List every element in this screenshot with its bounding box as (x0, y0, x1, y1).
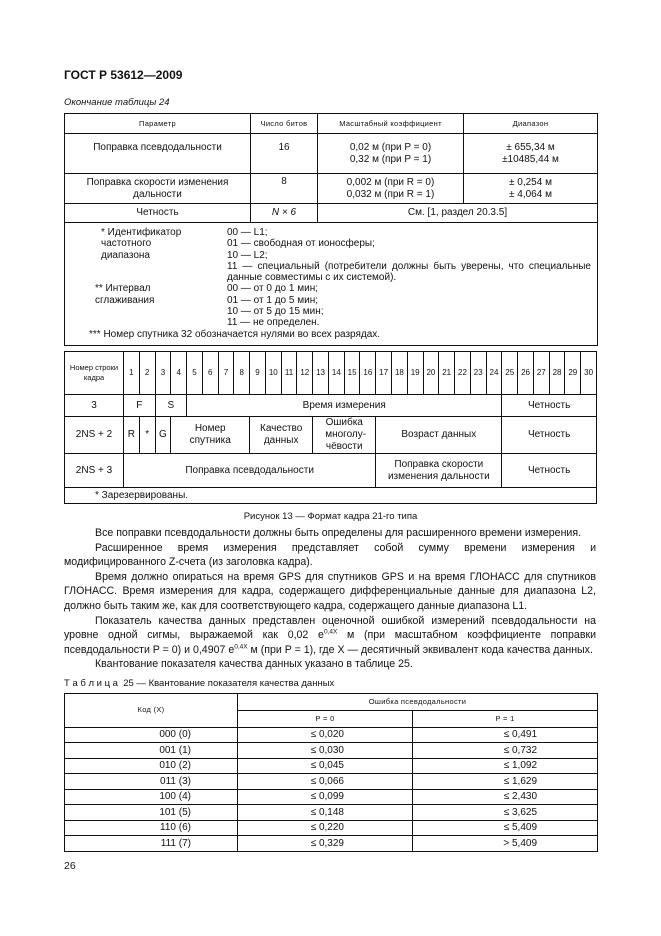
bit-number: 25 (502, 352, 518, 395)
cell: 110 (6) (65, 820, 238, 836)
field-reserved: * (139, 417, 155, 454)
col-header: P = 1 (413, 710, 598, 727)
row-number-header: Номер строки кадра (65, 352, 124, 395)
paragraph: Расширенное время измерения представляет собой сумму времени измерения и модифицированного Z-счета (из заголовка кадра). (64, 541, 596, 569)
note-label: * Идентификатор частотного диапазона (101, 227, 182, 261)
table-row (65, 820, 598, 836)
text: м (при масштабном коэффициенте поправки псевдодальности P = 0) и 0,4907 e (64, 629, 597, 656)
bit-number: 10 (265, 352, 281, 395)
figure-footnote: * Зарезервированы. (65, 488, 597, 504)
cell: ≤ 0,030 (238, 743, 413, 759)
col-header: Масштабный коэффициент (318, 114, 464, 134)
field-parity: Четность (502, 454, 597, 488)
cell: ≤ 0,491 (413, 727, 598, 743)
cell: Четность (65, 204, 251, 223)
frame-row (65, 417, 597, 454)
field-parity: Четность (502, 395, 597, 417)
bit-number: 30 (581, 352, 597, 395)
field-parity: Четность (502, 417, 597, 454)
bit-number: 24 (486, 352, 502, 395)
paragraph: Время должно опираться на время GPS для спутников GPS и на время ГЛОНАСС для спутников ГЛОНАСС. Время измерения для кадра, содержащего дифференциальные данные для диапазона L2, должно быть таким же, как для соответствующего кадра, содержащего данные диапазона L1. (64, 570, 596, 612)
note-3: *** Номер спутника 32 обозначается нулями во всех разрядах. (89, 328, 381, 340)
table-row (65, 836, 598, 852)
note-label: ** Интервал сглаживания (95, 283, 155, 306)
field-quality: Качество данных (250, 417, 313, 454)
frame-format-figure (64, 351, 597, 504)
cell: ≤ 0,329 (238, 836, 413, 852)
field-time: Время измерения (187, 395, 502, 417)
document-header: ГОСТ Р 53612—2009 (64, 68, 183, 82)
table-25 (64, 693, 598, 852)
table-row (65, 743, 598, 759)
cell: ± 0,254 м (509, 176, 552, 188)
bit-number: 7 (218, 352, 234, 395)
cell: 111 (7) (65, 836, 238, 852)
table-notes (65, 223, 598, 346)
table-row (65, 789, 598, 805)
cell: ≤ 0,020 (238, 727, 413, 743)
cell: ± 655,34 м (506, 141, 555, 153)
cell: ≤ 0,148 (238, 805, 413, 821)
col-header: P = 0 (238, 710, 413, 727)
field-g: G (155, 417, 171, 454)
cell: ≤ 1,092 (413, 758, 598, 774)
bit-number: 15 (344, 352, 360, 395)
note-line: 10 — от 5 до 15 мин; (227, 306, 324, 318)
table25-caption: Т а б л и ц а 25 — Квантование показателя качества данных (64, 677, 335, 689)
table-row (65, 774, 598, 790)
bit-number: 2 (139, 352, 155, 395)
table24-caption: Окончание таблицы 24 (64, 97, 170, 108)
bit-number: 8 (234, 352, 250, 395)
figure-caption: Рисунок 13 — Формат кадра 21-го типа (243, 511, 418, 522)
bit-number: 20 (423, 352, 439, 395)
field-age: Возраст данных (376, 417, 502, 454)
cell: ≤ 0,732 (413, 743, 598, 759)
page-number: 26 (64, 859, 76, 872)
cell: 16 (251, 134, 318, 174)
bit-number: 18 (392, 352, 408, 395)
paragraph: Все поправки псевдодальности должны быть определены для расширенного времени измерения. (95, 527, 582, 539)
cell: 010 (2) (65, 758, 238, 774)
note-line: 00 — от 0 до 1 мин; (227, 283, 318, 295)
cell: 100 (4) (65, 789, 238, 805)
table-row (65, 174, 598, 204)
bit-number: 11 (281, 352, 297, 395)
bit-number: 26 (518, 352, 534, 395)
cell: ≤ 3,625 (413, 805, 598, 821)
cell: ≤ 0,099 (238, 789, 413, 805)
cell: ≤ 5,409 (413, 820, 598, 836)
bit-number: 27 (533, 352, 549, 395)
bit-number: 28 (549, 352, 565, 395)
cell: ≤ 0,066 (238, 774, 413, 790)
cell: Поправка скорости изменения дальности (65, 174, 251, 204)
note-line: 10 — L2; (227, 249, 268, 261)
table-24 (64, 113, 598, 346)
bit-number: 14 (328, 352, 344, 395)
table-row (65, 134, 598, 174)
superscript: 0,4X (234, 643, 248, 651)
body-text (64, 526, 596, 672)
bit-number: 3 (155, 352, 171, 395)
cell: ≤ 2,430 (413, 789, 598, 805)
bit-number: 23 (470, 352, 486, 395)
superscript: 0,4X (323, 628, 338, 636)
cell: ≤ 1,629 (413, 774, 598, 790)
table-row (65, 805, 598, 821)
cell: 001 (1) (65, 743, 238, 759)
col-header: Число битов (251, 114, 318, 134)
field-f: F (124, 395, 156, 417)
frame-row (65, 395, 597, 417)
bit-number: 9 (250, 352, 266, 395)
row-number: 2NS + 2 (65, 417, 124, 454)
col-header: Параметр (65, 114, 251, 134)
bit-number: 12 (297, 352, 313, 395)
frame-row (65, 454, 597, 488)
cell: 0,032 м (при R = 1) (346, 188, 435, 200)
bit-number: 13 (313, 352, 329, 395)
note-line: 11 — специальный (потребители должны быть уверены, что специальные данные совместимы с их системой). (227, 260, 591, 284)
cell: > 5,409 (413, 836, 598, 852)
cell: 0,002 м (при R = 0) (346, 176, 435, 188)
bit-number: 19 (407, 352, 423, 395)
cell: 8 (251, 174, 318, 204)
text: Показатель качества данных представлен оценочной ошибкой измерений псевдодальности на уровне одной сигмы, выражаемой как 0,02 e (64, 614, 596, 642)
bit-number: 29 (565, 352, 581, 395)
col-header: Код (X) (65, 693, 238, 727)
paragraph: Квантование показателя качества данных указано в таблице 25. (95, 658, 413, 671)
cell: 011 (3) (65, 774, 238, 790)
row-number: 3 (65, 395, 124, 417)
cell: См. [1, раздел 20.3.5] (318, 204, 598, 223)
cell: ± 4,064 м (509, 188, 552, 200)
cell: N × 6 (251, 204, 318, 223)
col-header: Диапазон (464, 114, 598, 134)
bit-number: 4 (171, 352, 187, 395)
bit-number: 1 (124, 352, 140, 395)
field-multipath: Ошибка многолу-чёвости (313, 417, 376, 454)
bit-number: 5 (187, 352, 203, 395)
cell: Поправка псевдодальности (65, 134, 251, 174)
table-row (65, 727, 598, 743)
cell: ≤ 0,045 (238, 758, 413, 774)
bit-number: 16 (360, 352, 376, 395)
cell: 101 (5) (65, 805, 238, 821)
cell: 0,32 м (при P = 1) (349, 153, 432, 165)
cell: ±10485,44 м (502, 153, 559, 165)
note-line: 11 — не определен. (227, 317, 320, 329)
field-rrc: Поправка скорости изменения дальности (376, 454, 502, 488)
cell: ≤ 0,220 (238, 820, 413, 836)
bit-number: 17 (376, 352, 392, 395)
field-r: R (124, 417, 140, 454)
cell: 0,02 м (при P = 0) (349, 141, 432, 153)
page-content (64, 97, 597, 873)
paragraph (64, 614, 596, 658)
field-s: S (155, 395, 187, 417)
cell: 000 (0) (65, 727, 238, 743)
field-prc: Поправка псевдодальности (124, 454, 376, 488)
bit-number: 21 (439, 352, 455, 395)
bit-number: 22 (455, 352, 471, 395)
row-number: 2NS + 3 (65, 454, 124, 488)
bit-number: 6 (202, 352, 218, 395)
field-satellite: Номер спутника (171, 417, 250, 454)
note-line: 01 — свободная от ионосферы; (227, 238, 375, 250)
note-line: 00 — L1; (227, 227, 268, 238)
table-row (65, 758, 598, 774)
col-header: Ошибка псевдодальности (238, 693, 598, 710)
note-line: 01 — от 1 до 5 мин; (227, 294, 318, 306)
table-row (65, 204, 598, 223)
text: м (при P = 1), где X — десятичный эквивалент кода качества данных. (247, 643, 593, 656)
